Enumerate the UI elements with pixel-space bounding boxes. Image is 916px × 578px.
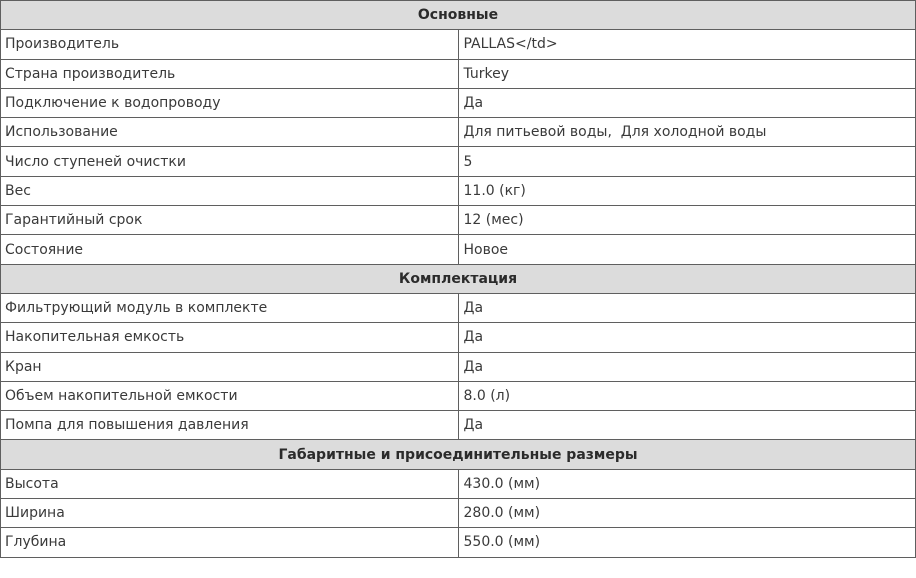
table-row [1, 206, 916, 235]
table-row [1, 323, 916, 352]
table-row [1, 528, 916, 557]
spec-value: Да [458, 352, 916, 381]
section-title: Комплектация [1, 264, 916, 293]
table-row [1, 30, 916, 59]
spec-value: 5 [458, 147, 916, 176]
spec-label: Глубина [1, 528, 459, 557]
section-header-dimensions [1, 440, 916, 469]
spec-label: Производитель [1, 30, 459, 59]
table-row [1, 235, 916, 264]
section-title: Основные [1, 1, 916, 30]
spec-label: Страна производитель [1, 59, 459, 88]
spec-value: 280.0 (мм) [458, 499, 916, 528]
spec-value: 8.0 (л) [458, 381, 916, 410]
spec-value: Да [458, 293, 916, 322]
section-header-equipment [1, 264, 916, 293]
table-row [1, 499, 916, 528]
spec-value: Новое [458, 235, 916, 264]
spec-label: Ширина [1, 499, 459, 528]
table-row [1, 176, 916, 205]
spec-label: Гарантийный срок [1, 206, 459, 235]
spec-value: PALLAS</td> [458, 30, 916, 59]
spec-label: Объем накопительной емкости [1, 381, 459, 410]
spec-value: Да [458, 88, 916, 117]
table-row [1, 88, 916, 117]
spec-label: Помпа для повышения давления [1, 411, 459, 440]
spec-value: Для питьевой воды, Для холодной воды [458, 118, 916, 147]
spec-value: 12 (мес) [458, 206, 916, 235]
section-title: Габаритные и присоединительные размеры [1, 440, 916, 469]
spec-label: Кран [1, 352, 459, 381]
section-header-main [1, 1, 916, 30]
spec-label: Накопительная емкость [1, 323, 459, 352]
table-row [1, 352, 916, 381]
table-row [1, 118, 916, 147]
spec-value: Turkey [458, 59, 916, 88]
table-row [1, 411, 916, 440]
spec-label: Подключение к водопроводу [1, 88, 459, 117]
spec-label: Число ступеней очистки [1, 147, 459, 176]
spec-value: 11.0 (кг) [458, 176, 916, 205]
table-row [1, 147, 916, 176]
spec-label: Вес [1, 176, 459, 205]
table-row [1, 59, 916, 88]
table-row [1, 381, 916, 410]
spec-value: Да [458, 411, 916, 440]
spec-label: Состояние [1, 235, 459, 264]
spec-label: Использование [1, 118, 459, 147]
spec-label: Фильтрующий модуль в комплекте [1, 293, 459, 322]
spec-label: Высота [1, 469, 459, 498]
spec-value: 430.0 (мм) [458, 469, 916, 498]
spec-value: Да [458, 323, 916, 352]
table-row [1, 293, 916, 322]
table-row [1, 469, 916, 498]
spec-value: 550.0 (мм) [458, 528, 916, 557]
